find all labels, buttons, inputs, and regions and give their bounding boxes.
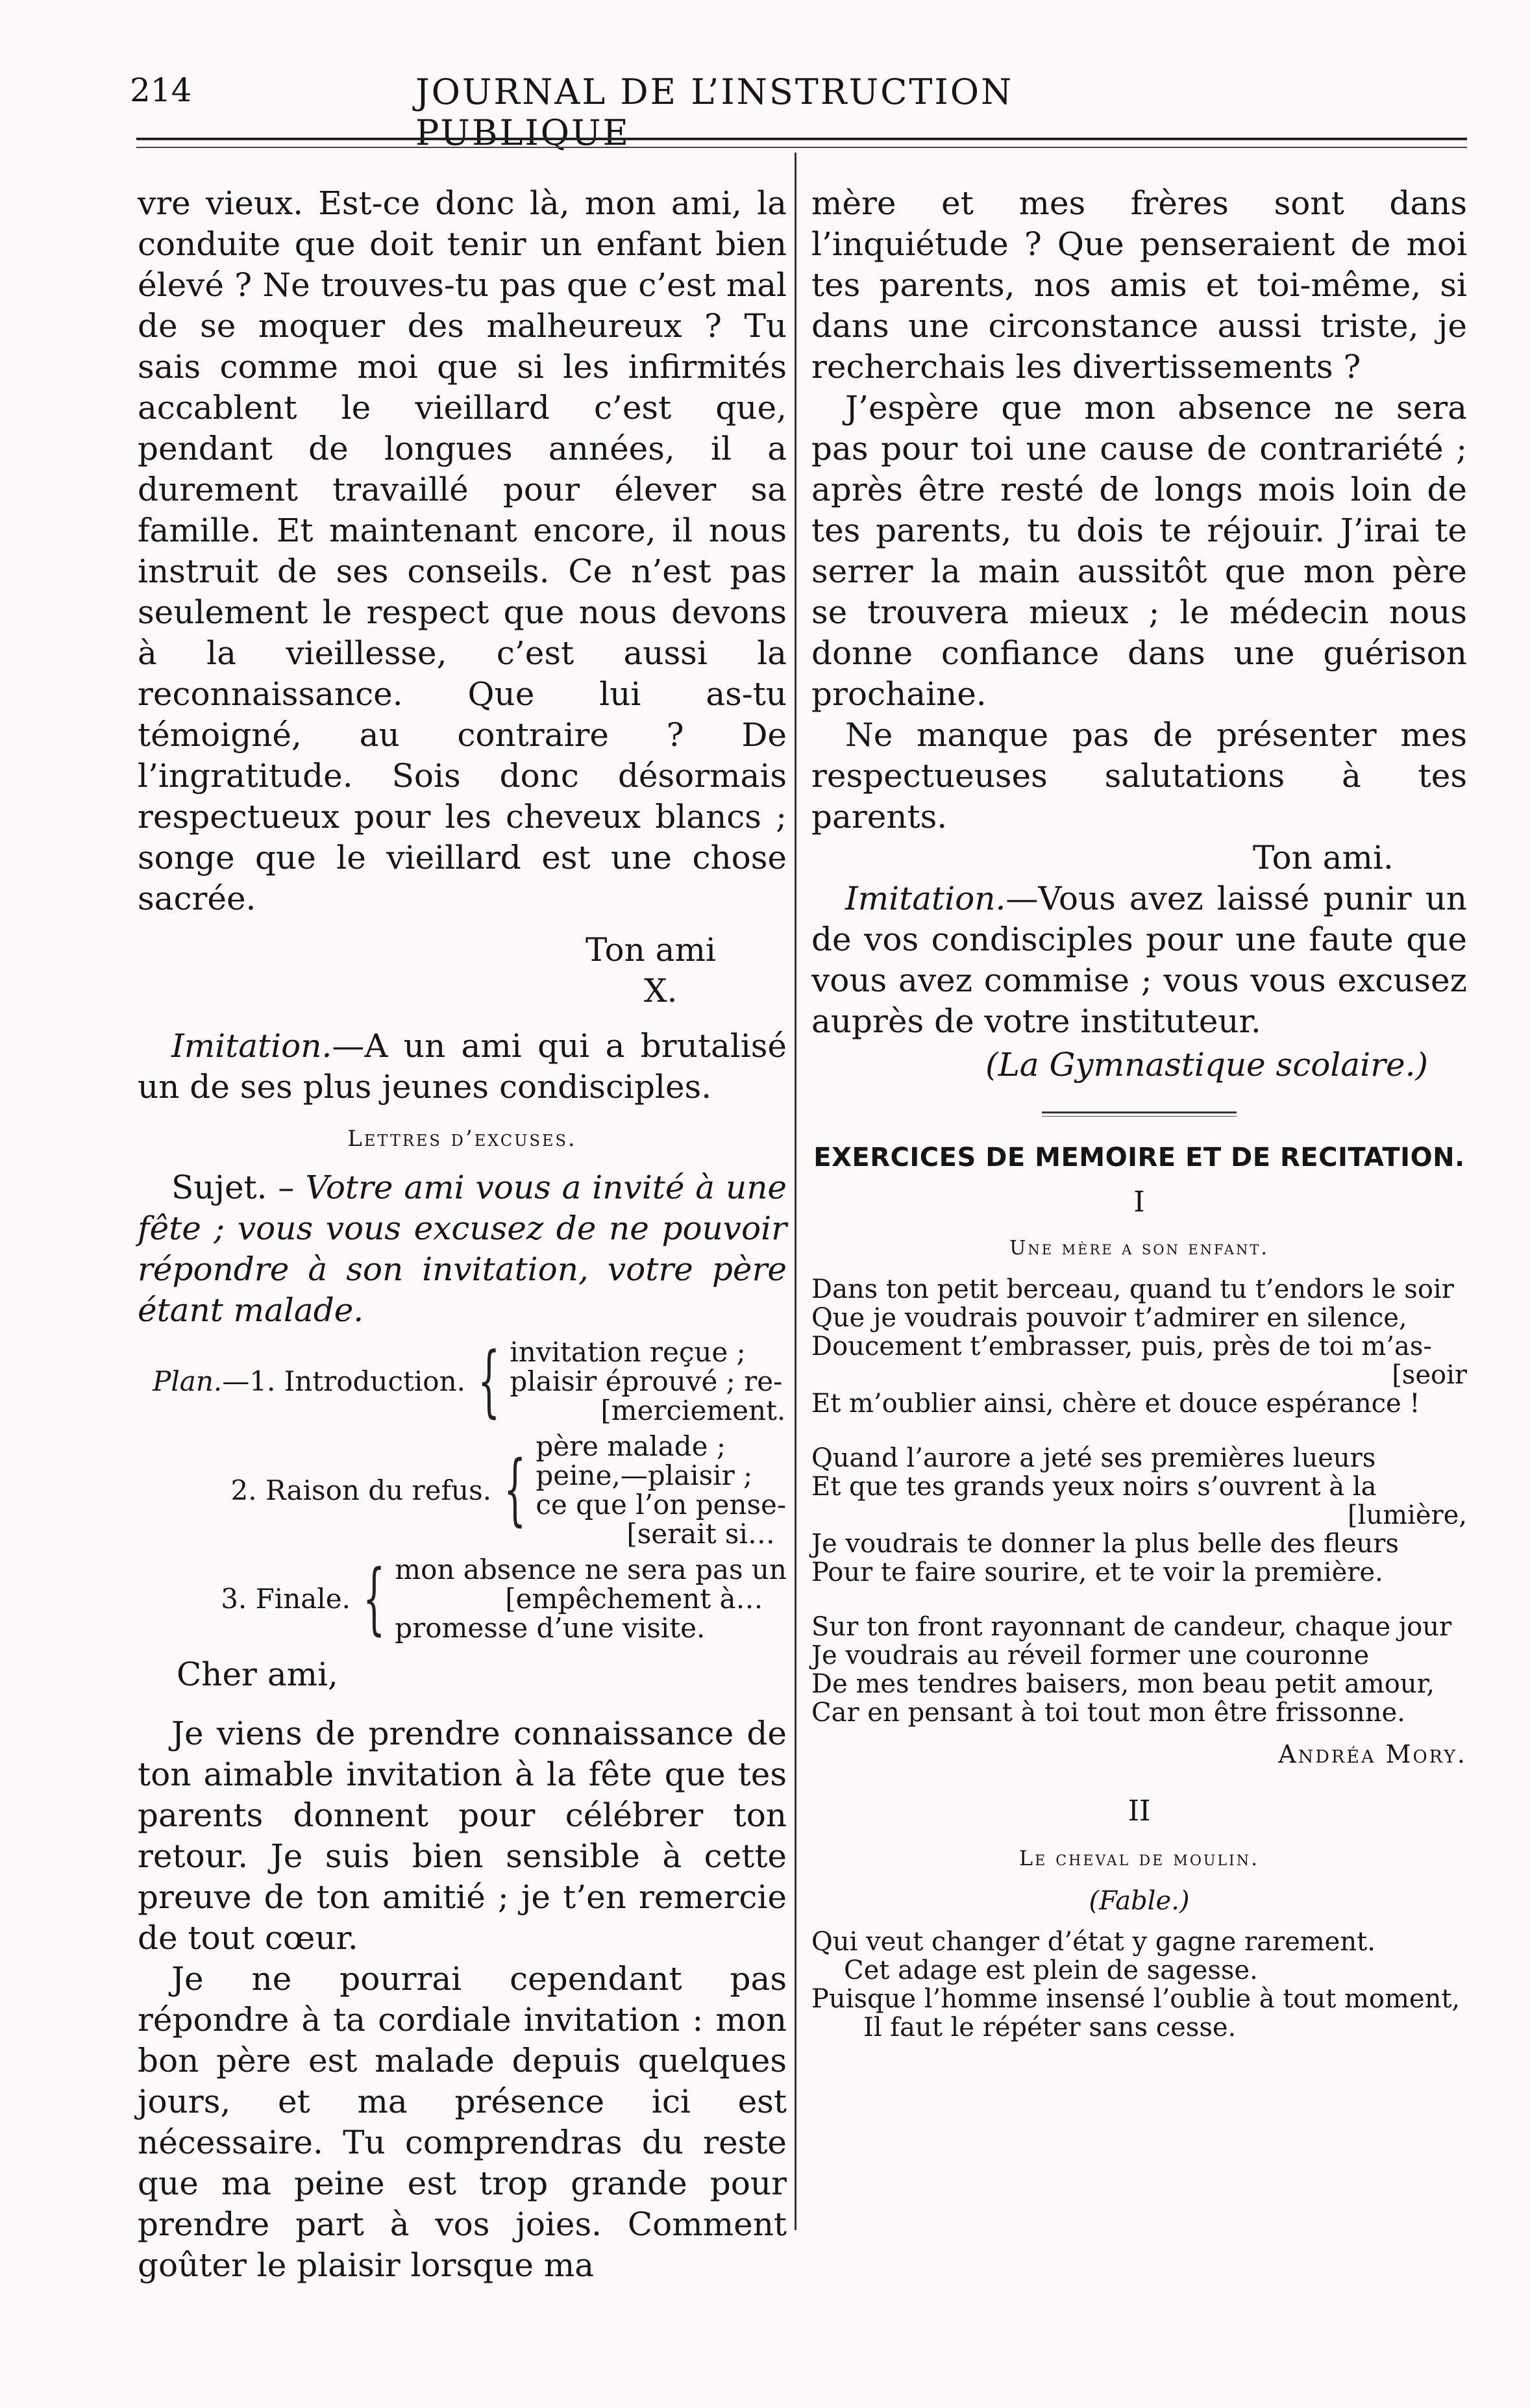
page-number: 214 [130, 71, 192, 109]
sujet-label: Sujet. – [171, 1169, 295, 1206]
brace-icon: { [477, 1335, 500, 1426]
header-rule [136, 138, 1467, 148]
plan-row [138, 1337, 787, 1425]
brace-icon: { [362, 1553, 386, 1644]
source-citation: (La Gymnastique scolaire.) [985, 1046, 1428, 1084]
plan-outline [138, 1337, 787, 1643]
column-rule [795, 153, 796, 2230]
plan-label: 2. Raison du refus. [230, 1474, 491, 1506]
salutation: Cher ami, [177, 1656, 338, 1693]
imitation-text: —Vous avez laissé punir un de vos condisciples pour une faute que vous avez commise ; vous vous excusez auprès de votre instituteur. [811, 880, 1467, 1040]
letter-paragraph: Ne manque pas de présenter mes respectueuses salutations à tes parents. [811, 716, 1467, 836]
plan-row [138, 1555, 787, 1643]
letter-closing: Ton ami [586, 931, 716, 969]
poem-stanza: Qui veut changer d’état y gagne rarement. Cet adage est plein de sagesse. Puisque l’homme insensé l’oublie à tout moment, Il faut le répéter sans cesse. [811, 1927, 1461, 2042]
letter-paragraph: Je viens de prendre connaissance de ton aimable invitation à la fête que tes parents donnent pour célébrer ton retour. Je suis bien sensible à cette preuve de ton amitié ; je t’en remercie de tout cœur. [138, 1715, 787, 1957]
poem-genre: (Fable.) [1089, 1886, 1190, 1916]
poem-number: II [1128, 1794, 1151, 1828]
letter-paragraph: J’espère que mon absence ne sera pas pour toi une cause de contrariété ; après être resté de longs mois loin de tes parents, tu dois te réjouir. J’irai te serrer la main aussitôt que mon père se trouvera mieux ; le médecin nous donne confiance dans une guérison prochaine. [811, 389, 1467, 713]
imitation-label: Imitation. [171, 1027, 332, 1065]
letter-paragraph: vre vieux. Est-ce donc là, mon ami, la conduite que doit tenir un enfant bien élevé ? Ne trouves-tu pas que c’est mal de se moquer des malheureux ? Tu sais comme moi que si les infirmités accablent le vieillard c’est que, pendant de longues années, il a durement travaillé pour élever sa famille. Et maintenant encore, il nous instruit de ses conseils. Ce n’est pas seulement le respect que nous devons à la vieillesse, c’est aussi la reconnaissance. Que lui as-tu témoigné, au contraire ? De l’ingratitude. Sois donc désormais respectueux pour les cheveux blancs ; songe que le vieillard est une chose sacrée. [138, 184, 787, 917]
imitation-exercise [138, 1026, 787, 1108]
poem-stanza: Quand l’aurore a jeté ses premières lueurs Et que tes grands yeux noirs s’ouvrent à la [lumière, Je voudrais te donner la plus belle des fleurs Pour te faire sourire, et te voir la première. [811, 1443, 1467, 1587]
page-header [130, 71, 1188, 153]
separator-rule [1042, 1111, 1237, 1117]
imitation-text: —A un ami qui a brutalisé un de ses plus jeunes condisciples. [138, 1027, 787, 1106]
plan-items: mon absence ne sera pas un [empêchement à… promesse d’une visite. [395, 1554, 787, 1644]
poem-title: Le cheval de moulin. [1018, 1846, 1260, 1870]
imitation-exercise [811, 878, 1467, 1042]
poem-number: I [1133, 1185, 1145, 1219]
imitation-label: Imitation. [845, 880, 1006, 917]
poem-stanza: Sur ton front rayonnant de candeur, chaque jour Je voudrais au réveil former une couronne De mes tendres baisers, mon beau petit amour, Car en pensant à toi tout mon être frissonne. [811, 1612, 1452, 1728]
sujet-paragraph [138, 1167, 787, 1331]
brace-icon: { [503, 1445, 526, 1535]
plan-row [138, 1432, 787, 1548]
letter-paragraph: mère et mes frères sont dans l’inquiétude ? Que penseraient de moi tes parents, nos amis et toi-même, si dans une circonstance aussi triste, je recherchais les divertissements ? [811, 184, 1467, 386]
poem-stanza: Dans ton petit berceau, quand tu t’endors le soir Que je voudrais pouvoir t’admirer en silence, Doucement t’embrasser, puis, près de toi m’as- [seoir Et m’oublier ainsi, chère et douce espérance ! [811, 1274, 1467, 1419]
plan-label: 3. Finale. [221, 1583, 351, 1615]
section-title: EXERCICES DE MEMOIRE ET DE RECITATION. [813, 1143, 1465, 1173]
plan-label: Plan.—1. Introduction. [153, 1365, 465, 1397]
letter-closing: Ton ami. [1253, 839, 1394, 876]
letter-signature: X. [644, 972, 678, 1010]
poem-author: Andréa Mory. [1278, 1740, 1467, 1769]
poem-title: Une mère a son enfant. [1009, 1237, 1269, 1260]
plan-items: père malade ; peine,—plaisir ; ce que l’on pense- [serait si… [536, 1430, 787, 1550]
running-title: JOURNAL DE L’INSTRUCTION PUBLIQUE [415, 71, 1014, 153]
right-column [811, 183, 1467, 2068]
sujet-text: Votre ami vous a invité à une fête ; vous vous excusez de ne pouvoir répondre à son invitation, votre père étant malade. [138, 1169, 787, 1329]
plan-items: invitation reçue ; plaisir éprouvé ; re- [merciement. [510, 1336, 786, 1426]
letter-paragraph: Je ne pourrai cependant pas répondre à ta cordiale invitation : mon bon père est malade depuis quelques jours, et ma présence ici est nécessaire. Tu comprendras du reste que ma peine est trop grande pour prendre part à vos joies. Comment goûter le plaisir lorsque ma [138, 1960, 787, 2284]
left-column [138, 183, 787, 2286]
section-heading: Lettres d’excuses. [347, 1126, 577, 1152]
